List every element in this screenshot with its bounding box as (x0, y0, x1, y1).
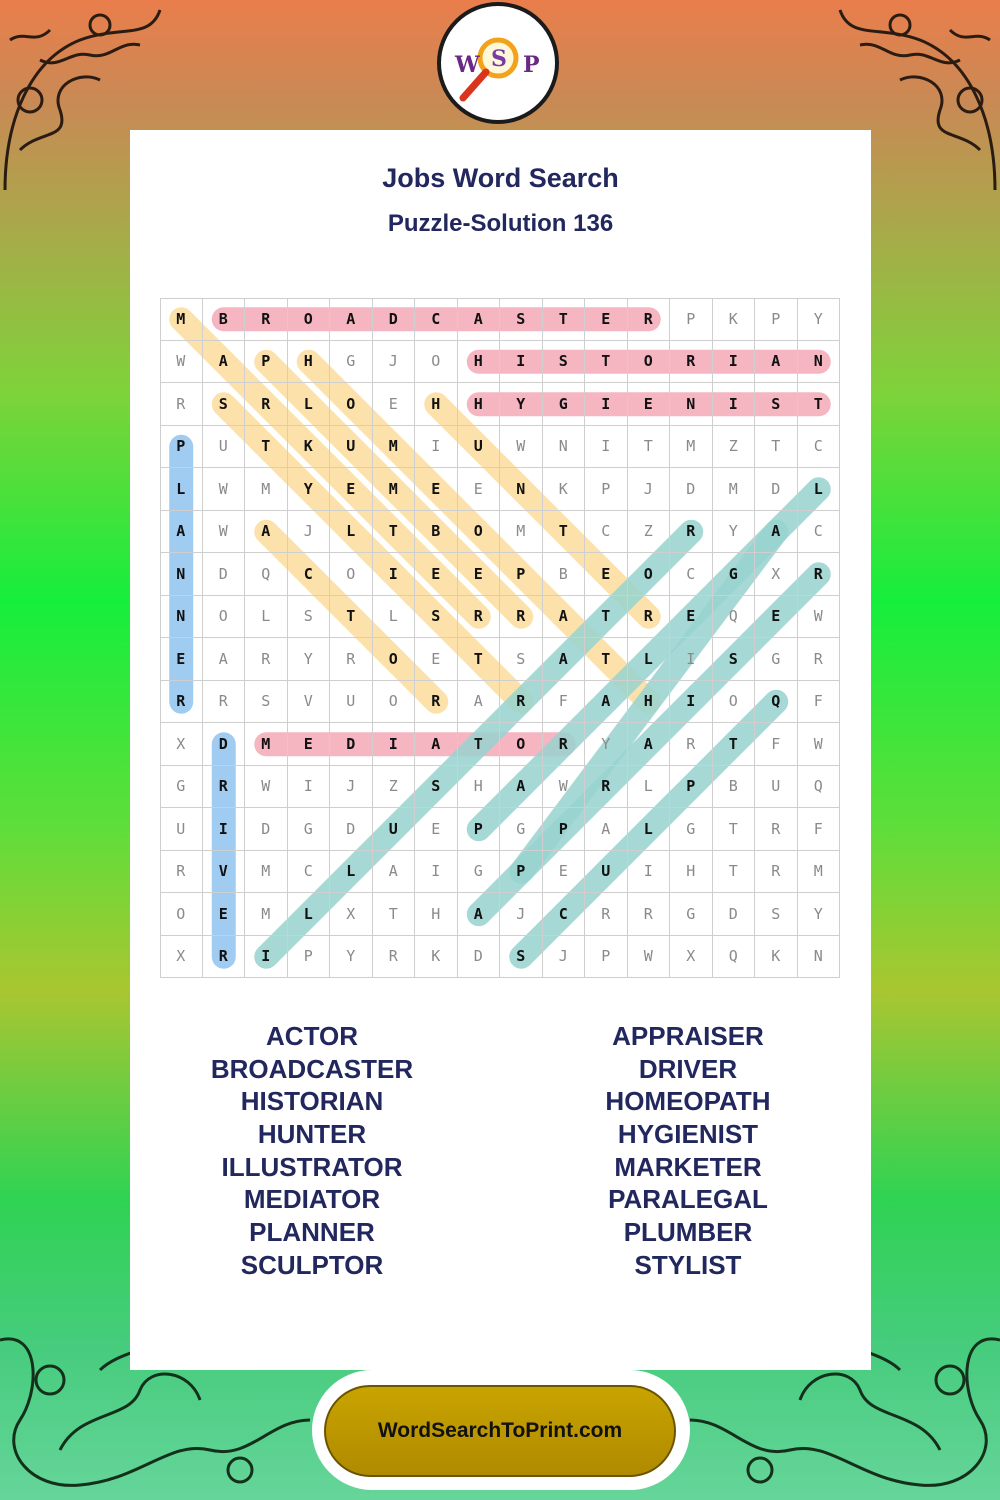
grid-cell[interactable]: R (755, 851, 798, 894)
grid-cell[interactable]: U (203, 426, 246, 469)
grid-cell[interactable]: U (160, 808, 203, 851)
grid-cell[interactable]: A (755, 511, 798, 554)
grid-cell[interactable]: O (458, 511, 501, 554)
word-list-item: ACTOR (266, 1021, 358, 1051)
grid-cell[interactable]: S (500, 298, 543, 341)
grid-cell[interactable]: O (713, 681, 756, 724)
grid-cell[interactable]: N (798, 936, 841, 979)
grid-cell[interactable]: E (670, 596, 713, 639)
grid-cell[interactable]: G (160, 766, 203, 809)
grid-cell[interactable]: I (585, 383, 628, 426)
grid-cell[interactable]: T (245, 426, 288, 469)
grid-cell[interactable]: T (585, 341, 628, 384)
grid-cell[interactable]: R (670, 723, 713, 766)
grid-cell[interactable]: R (755, 808, 798, 851)
grid-cell[interactable]: Y (713, 511, 756, 554)
grid-cell[interactable]: Z (373, 766, 416, 809)
grid-cell[interactable]: S (415, 766, 458, 809)
grid-cell[interactable]: G (543, 383, 586, 426)
word-list-item: HUNTER (257, 1119, 367, 1150)
grid-cell[interactable]: C (543, 893, 586, 936)
grid-cell[interactable]: A (373, 851, 416, 894)
grid-cell[interactable]: A (458, 681, 501, 724)
grid-cell[interactable]: W (628, 936, 671, 979)
grid-cell[interactable]: I (670, 638, 713, 681)
grid-cell[interactable]: W (798, 596, 841, 639)
grid-cell[interactable]: E (373, 383, 416, 426)
grid-cell[interactable]: V (288, 681, 331, 724)
grid-cell[interactable]: P (755, 298, 798, 341)
grid-cell[interactable]: H (628, 681, 671, 724)
grid-cell[interactable]: R (373, 936, 416, 979)
grid-cell[interactable]: C (798, 426, 841, 469)
grid-cell[interactable]: A (245, 511, 288, 554)
grid-cell[interactable]: G (670, 808, 713, 851)
grid-cell[interactable]: S (713, 638, 756, 681)
grid-cell[interactable]: W (203, 468, 246, 511)
grid-cell[interactable]: T (373, 511, 416, 554)
grid-cell[interactable]: C (415, 298, 458, 341)
grid-cell[interactable]: R (203, 936, 246, 979)
grid-cell[interactable]: P (458, 808, 501, 851)
grid-cell[interactable]: R (670, 341, 713, 384)
grid-cell[interactable]: T (458, 723, 501, 766)
grid-cell[interactable]: U (330, 681, 373, 724)
grid-cell[interactable]: N (670, 383, 713, 426)
grid-cell[interactable]: I (415, 851, 458, 894)
grid-cell[interactable]: J (330, 766, 373, 809)
word-list-item: MARKETER (614, 1151, 762, 1182)
grid-cell[interactable]: S (543, 341, 586, 384)
grid-cell[interactable]: W (203, 511, 246, 554)
grid-cell[interactable]: J (373, 341, 416, 384)
grid-cell[interactable]: C (798, 511, 841, 554)
grid-cell[interactable]: I (500, 341, 543, 384)
word-list-item: STYLIST (634, 1249, 742, 1280)
grid-cell[interactable]: K (713, 298, 756, 341)
grid-cell[interactable]: A (755, 341, 798, 384)
word-list-item: ILLUSTRATOR (221, 1151, 403, 1182)
grid-cell[interactable]: L (330, 851, 373, 894)
word-list-item: PARALEGAL (608, 1184, 768, 1215)
grid-cell[interactable]: J (500, 893, 543, 936)
grid-cell[interactable]: D (245, 808, 288, 851)
grid-cell[interactable]: L (628, 808, 671, 851)
grid-cell[interactable]: L (330, 511, 373, 554)
word-list-item: PLUMBER (623, 1217, 753, 1248)
grid-cell[interactable]: M (160, 298, 203, 341)
grid-cell[interactable]: G (458, 851, 501, 894)
word-list-item: BROADCASTER (210, 1053, 414, 1084)
grid-cell[interactable]: P (500, 553, 543, 596)
grid-cell[interactable]: I (203, 808, 246, 851)
grid-cell[interactable]: X (160, 936, 203, 979)
grid-cell[interactable]: D (330, 808, 373, 851)
grid-cell[interactable]: T (585, 638, 628, 681)
grid-cell[interactable]: S (755, 383, 798, 426)
grid-cell[interactable]: E (755, 596, 798, 639)
grid-cell[interactable]: F (755, 723, 798, 766)
grid-cell[interactable]: B (203, 298, 246, 341)
grid-cell[interactable]: E (628, 383, 671, 426)
grid-cell[interactable]: P (500, 851, 543, 894)
grid-cell[interactable]: Z (628, 511, 671, 554)
grid-cell[interactable]: Y (500, 383, 543, 426)
grid-cell[interactable]: R (670, 511, 713, 554)
grid-cell[interactable]: S (415, 596, 458, 639)
grid-cell[interactable]: L (373, 596, 416, 639)
grid-cell[interactable]: E (585, 553, 628, 596)
grid-cell[interactable]: O (628, 341, 671, 384)
grid-cell[interactable]: W (798, 723, 841, 766)
grid-cell[interactable]: J (628, 468, 671, 511)
grid-cell[interactable]: U (373, 808, 416, 851)
grid-cell[interactable]: A (458, 893, 501, 936)
grid-cell[interactable]: M (373, 468, 416, 511)
grid-cell[interactable]: A (628, 723, 671, 766)
grid-cell[interactable]: T (755, 426, 798, 469)
grid-cell[interactable]: O (160, 893, 203, 936)
grid-cell[interactable]: S (500, 936, 543, 979)
grid-cell[interactable]: L (628, 638, 671, 681)
grid-cell[interactable]: N (543, 426, 586, 469)
grid-cell[interactable]: A (160, 511, 203, 554)
grid-cell[interactable]: A (543, 596, 586, 639)
grid-cell[interactable]: D (373, 298, 416, 341)
page-subtitle: Puzzle-Solution 136 (387, 210, 614, 237)
grid-cell[interactable]: X (670, 936, 713, 979)
grid-cell[interactable]: T (713, 851, 756, 894)
grid-cell[interactable]: D (755, 468, 798, 511)
grid-cell[interactable]: H (458, 766, 501, 809)
grid-cell[interactable]: O (203, 596, 246, 639)
grid-cell[interactable]: O (373, 681, 416, 724)
grid-cell[interactable]: G (330, 341, 373, 384)
grid-cell[interactable]: E (160, 638, 203, 681)
grid-cell[interactable]: A (330, 298, 373, 341)
grid-cell[interactable]: A (500, 766, 543, 809)
grid-cell[interactable]: R (500, 681, 543, 724)
grid-cell[interactable]: S (288, 596, 331, 639)
grid-cell[interactable]: D (203, 723, 246, 766)
grid-cell[interactable]: R (628, 596, 671, 639)
grid-cell[interactable]: U (458, 426, 501, 469)
grid-cell[interactable]: Y (585, 723, 628, 766)
word-list-item: SCULPTOR (240, 1249, 384, 1280)
grid-cell[interactable]: R (203, 681, 246, 724)
grid-cell[interactable]: H (415, 383, 458, 426)
grid-cell[interactable]: S (245, 681, 288, 724)
grid-cell[interactable]: C (670, 553, 713, 596)
grid-cell[interactable]: R (245, 383, 288, 426)
grid-cell[interactable]: R (798, 638, 841, 681)
grid-cell[interactable]: M (798, 851, 841, 894)
grid-cell[interactable]: E (458, 553, 501, 596)
word-list-item: HISTORIAN (240, 1086, 384, 1117)
grid-cell[interactable]: I (713, 341, 756, 384)
grid-cell[interactable]: E (288, 723, 331, 766)
grid-cell[interactable]: C (585, 511, 628, 554)
grid-cell[interactable]: G (670, 893, 713, 936)
grid-cell[interactable]: W (245, 766, 288, 809)
grid-cell[interactable]: R (585, 893, 628, 936)
grid-cell[interactable]: R (245, 638, 288, 681)
grid-cell[interactable]: I (713, 383, 756, 426)
logo-letter-w: W (455, 52, 480, 78)
grid-cell[interactable]: K (755, 936, 798, 979)
grid-cell[interactable]: T (713, 808, 756, 851)
word-list-item: APPRAISER (612, 1021, 764, 1051)
grid-cell[interactable]: R (330, 638, 373, 681)
grid-cell[interactable]: O (288, 298, 331, 341)
grid-cell[interactable]: D (330, 723, 373, 766)
word-list-item: MEDIATOR (243, 1184, 381, 1215)
grid-cell[interactable]: A (203, 341, 246, 384)
grid-cell[interactable]: R (798, 553, 841, 596)
grid-cell[interactable]: O (500, 723, 543, 766)
grid-cell[interactable]: H (288, 341, 331, 384)
grid-cell[interactable]: H (458, 383, 501, 426)
grid-cell[interactable]: E (415, 808, 458, 851)
grid-cell[interactable]: I (373, 723, 416, 766)
grid-cell[interactable]: Q (755, 681, 798, 724)
grid-cell[interactable]: I (373, 553, 416, 596)
grid-cell[interactable]: A (203, 638, 246, 681)
grid-cell[interactable]: Q (713, 596, 756, 639)
grid-cell[interactable]: P (670, 766, 713, 809)
grid-cell[interactable]: U (585, 851, 628, 894)
grid-cell[interactable]: B (415, 511, 458, 554)
grid-cell[interactable]: I (245, 936, 288, 979)
grid-cell[interactable]: A (585, 808, 628, 851)
grid-cell[interactable]: E (458, 468, 501, 511)
grid-cell[interactable]: F (543, 681, 586, 724)
grid-cell[interactable]: K (288, 426, 331, 469)
grid-cell[interactable]: M (670, 426, 713, 469)
grid-cell[interactable]: T (798, 383, 841, 426)
grid-cell[interactable]: O (373, 638, 416, 681)
grid-cell[interactable]: P (245, 341, 288, 384)
grid-cell[interactable]: T (543, 511, 586, 554)
grid-cell[interactable]: S (500, 638, 543, 681)
grid-cell[interactable]: T (713, 723, 756, 766)
grid-cell[interactable]: O (628, 553, 671, 596)
grid-cell[interactable]: U (330, 426, 373, 469)
word-list-item: DRIVER (638, 1053, 738, 1084)
grid-cell[interactable]: R (415, 681, 458, 724)
grid-cell[interactable]: I (670, 681, 713, 724)
grid-cell[interactable]: M (500, 511, 543, 554)
grid-cell[interactable]: P (160, 426, 203, 469)
grid-cell[interactable]: Y (330, 936, 373, 979)
word-list-right (528, 1020, 848, 1282)
grid-cell[interactable]: E (543, 851, 586, 894)
grid-cell[interactable]: G (288, 808, 331, 851)
grid-cell[interactable]: P (585, 936, 628, 979)
grid-cell[interactable]: K (415, 936, 458, 979)
grid-cell[interactable]: H (458, 341, 501, 384)
word-list-item: PLANNER (249, 1217, 375, 1248)
grid-cell[interactable]: D (458, 936, 501, 979)
grid-cell[interactable]: Y (798, 298, 841, 341)
grid-cell[interactable]: L (628, 766, 671, 809)
grid-cell[interactable]: S (755, 893, 798, 936)
grid-cell[interactable]: X (160, 723, 203, 766)
grid-cell[interactable]: Z (713, 426, 756, 469)
grid-cell[interactable]: N (500, 468, 543, 511)
grid-cell[interactable]: T (373, 893, 416, 936)
grid-cell[interactable]: R (628, 893, 671, 936)
grid-cell[interactable]: H (670, 851, 713, 894)
grid-cell[interactable]: M (245, 723, 288, 766)
grid-cell[interactable]: M (373, 426, 416, 469)
grid-cell[interactable]: I (628, 851, 671, 894)
page-title: Jobs Word Search (382, 163, 619, 193)
grid-cell[interactable]: Q (713, 936, 756, 979)
grid-cell[interactable]: Q (245, 553, 288, 596)
logo-letter-s: S (491, 46, 507, 72)
grid-cell[interactable]: T (458, 638, 501, 681)
grid-cell[interactable]: S (203, 383, 246, 426)
grid-cell[interactable]: O (330, 553, 373, 596)
grid-cell[interactable]: M (245, 851, 288, 894)
grid-cell[interactable]: K (543, 468, 586, 511)
grid-cell[interactable]: H (415, 893, 458, 936)
grid-cell[interactable]: R (160, 851, 203, 894)
grid-cell[interactable]: T (628, 426, 671, 469)
grid-cell[interactable]: W (160, 341, 203, 384)
grid-cell[interactable]: M (245, 468, 288, 511)
grid-cell[interactable]: D (203, 553, 246, 596)
grid-cell[interactable]: T (543, 298, 586, 341)
grid-cell[interactable]: B (713, 766, 756, 809)
grid-cell[interactable]: I (585, 426, 628, 469)
grid-cell[interactable]: G (713, 553, 756, 596)
grid-cell[interactable]: Q (798, 766, 841, 809)
grid-cell[interactable]: R (543, 723, 586, 766)
word-list-item: HOMEOPATH (605, 1086, 771, 1117)
grid-cell[interactable]: E (415, 638, 458, 681)
grid-cell[interactable]: A (585, 681, 628, 724)
grid-cell[interactable]: E (585, 298, 628, 341)
grid-cell[interactable]: A (415, 723, 458, 766)
grid-cell[interactable]: G (500, 808, 543, 851)
grid-cell[interactable]: L (288, 383, 331, 426)
word-list-item: HYGIENIST (617, 1119, 759, 1150)
grid-cell[interactable]: J (288, 511, 331, 554)
grid-cell[interactable]: D (713, 893, 756, 936)
grid-cell[interactable]: N (160, 553, 203, 596)
grid-cell[interactable]: W (500, 426, 543, 469)
grid-cell[interactable]: C (288, 851, 331, 894)
grid-cell[interactable]: W (543, 766, 586, 809)
grid-cell[interactable]: R (245, 298, 288, 341)
grid-cell[interactable]: O (330, 383, 373, 426)
grid-cell[interactable]: R (203, 766, 246, 809)
grid-cell[interactable]: F (798, 681, 841, 724)
grid-cell[interactable]: F (798, 808, 841, 851)
grid-cell[interactable]: P (585, 468, 628, 511)
grid-cell[interactable]: I (415, 426, 458, 469)
grid-cell[interactable]: R (500, 596, 543, 639)
grid-cell[interactable]: M (713, 468, 756, 511)
grid-cell[interactable]: R (458, 596, 501, 639)
grid-cell[interactable]: I (288, 766, 331, 809)
grid-cell[interactable]: R (160, 383, 203, 426)
grid-cell[interactable]: J (543, 936, 586, 979)
grid-cell[interactable]: E (415, 468, 458, 511)
grid-cell[interactable]: B (543, 553, 586, 596)
grid-cell[interactable]: E (203, 893, 246, 936)
grid-cell[interactable]: E (330, 468, 373, 511)
website-button[interactable]: WordSearchToPrint.com (324, 1385, 676, 1477)
grid-cell[interactable]: R (160, 681, 203, 724)
grid-cell[interactable]: L (798, 468, 841, 511)
grid-cell[interactable]: A (543, 638, 586, 681)
grid-cell[interactable]: N (160, 596, 203, 639)
grid-cell[interactable]: L (288, 893, 331, 936)
grid-cell[interactable]: G (755, 638, 798, 681)
grid-cell[interactable]: R (585, 766, 628, 809)
grid-cell[interactable]: U (755, 766, 798, 809)
grid-cell[interactable]: Y (288, 468, 331, 511)
grid-cell[interactable]: R (628, 298, 671, 341)
grid-cell[interactable]: Y (288, 638, 331, 681)
grid-cell[interactable]: D (670, 468, 713, 511)
grid-cell[interactable]: N (798, 341, 841, 384)
grid-cell[interactable]: Y (798, 893, 841, 936)
wsp-logo[interactable] (437, 2, 559, 124)
grid-cell[interactable]: X (755, 553, 798, 596)
word-search-grid (160, 298, 840, 978)
grid-cell[interactable]: O (415, 341, 458, 384)
grid-cell[interactable]: E (415, 553, 458, 596)
grid-cell[interactable]: A (458, 298, 501, 341)
grid-cell[interactable]: L (245, 596, 288, 639)
grid-cell[interactable]: V (203, 851, 246, 894)
grid-cell[interactable]: P (670, 298, 713, 341)
grid-cell[interactable]: X (330, 893, 373, 936)
grid-cell[interactable]: L (160, 468, 203, 511)
grid-cell[interactable]: C (288, 553, 331, 596)
word-list-left (152, 1020, 472, 1282)
grid-cell[interactable]: T (585, 596, 628, 639)
grid-cell[interactable]: P (288, 936, 331, 979)
grid-cell[interactable]: P (543, 808, 586, 851)
logo-letter-p: P (523, 52, 540, 78)
grid-cell[interactable]: T (330, 596, 373, 639)
grid-cell[interactable]: M (245, 893, 288, 936)
